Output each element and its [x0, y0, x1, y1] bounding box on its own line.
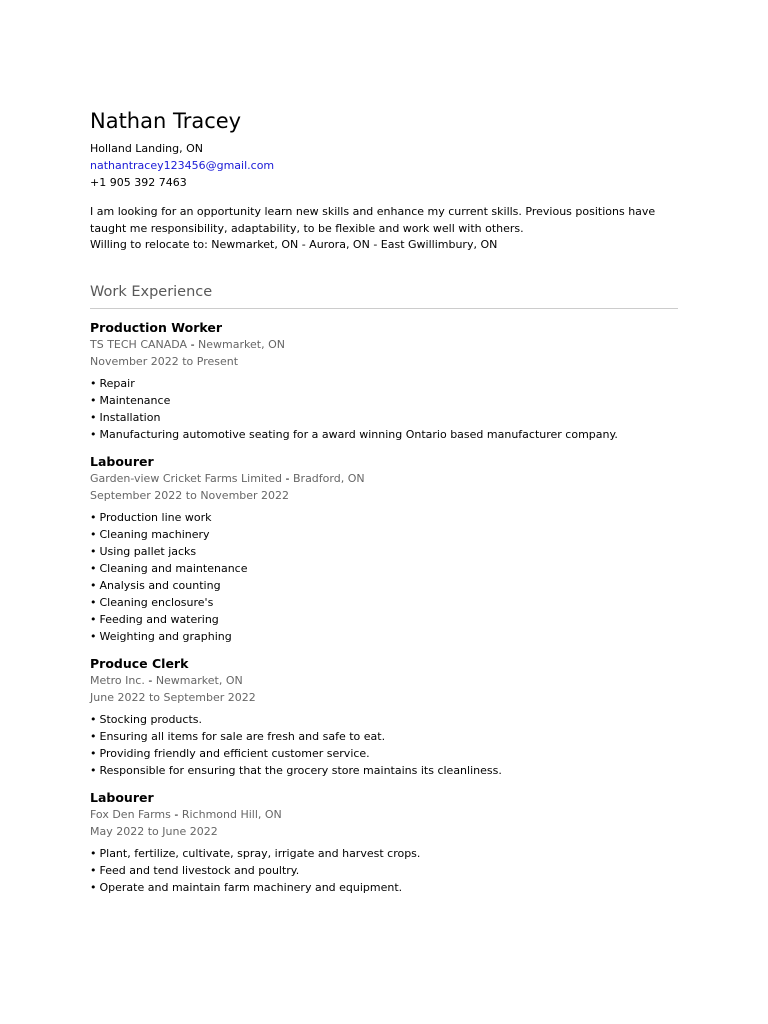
job-company-location — [90, 336, 678, 353]
duty-item — [90, 628, 678, 645]
bullet-icon: • — [90, 629, 97, 643]
summary-text: I am looking for an opportunity learn new skills and enhance my current skills. Previous positions have taught me responsibility, adaptability, to be flexible and work well with others. — [90, 205, 656, 235]
duty-item — [90, 409, 678, 426]
company-location-separator: - — [285, 471, 293, 485]
candidate-location: Holland Landing, ON — [90, 142, 204, 155]
duty-text: Operate and maintain farm machinery and equipment. — [99, 880, 403, 894]
job-dates: November 2022 to Present — [90, 354, 239, 368]
duty-text: Manufacturing automotive seating for a award winning Ontario based manufacturer company. — [99, 427, 618, 441]
job-dates: May 2022 to June 2022 — [90, 824, 218, 838]
job-location: Newmarket, ON — [198, 337, 285, 351]
duty-item — [90, 560, 678, 577]
duty-text: Plant, fertilize, cultivate, spray, irrigate and harvest crops. — [99, 846, 421, 860]
duty-text: Using pallet jacks — [99, 544, 197, 558]
bullet-icon: • — [90, 427, 97, 441]
bullet-icon: • — [90, 510, 97, 524]
bullet-icon: • — [90, 712, 97, 726]
duty-item — [90, 594, 678, 611]
duty-item — [90, 577, 678, 594]
candidate-name: Nathan Tracey — [90, 109, 242, 133]
duty-text: Cleaning enclosure's — [99, 595, 214, 609]
job-duties — [90, 375, 678, 443]
duty-text: Feed and tend livestock and poultry. — [99, 863, 300, 877]
summary-section — [90, 204, 678, 254]
bullet-icon: • — [90, 746, 97, 760]
duty-item — [90, 543, 678, 560]
bullet-icon: • — [90, 544, 97, 558]
duty-item — [90, 375, 678, 392]
duty-item — [90, 862, 678, 879]
duty-text: Ensuring all items for sale are fresh and safe to eat. — [99, 729, 386, 743]
duty-text: Analysis and counting — [99, 578, 221, 592]
duty-text: Feeding and watering — [99, 612, 219, 626]
bullet-icon: • — [90, 410, 97, 424]
job-entry — [90, 453, 678, 645]
duty-text: Installation — [99, 410, 161, 424]
duty-item — [90, 845, 678, 862]
bullet-icon: • — [90, 376, 97, 390]
duty-text: Repair — [99, 376, 135, 390]
company-location-separator: - — [148, 673, 156, 687]
duty-item — [90, 611, 678, 628]
duty-item — [90, 711, 678, 728]
jobs-list — [90, 319, 678, 896]
job-company: Fox Den Farms — [90, 807, 171, 821]
duty-text: Production line work — [99, 510, 212, 524]
duty-text: Cleaning and maintenance — [99, 561, 248, 575]
duty-item — [90, 728, 678, 745]
job-duties — [90, 509, 678, 645]
relocation-text: Willing to relocate to: Newmarket, ON - Aurora, ON - East Gwillimbury, ON — [90, 238, 498, 251]
duty-text: Responsible for ensuring that the grocery store maintains its cleanliness. — [99, 763, 502, 777]
bullet-icon: • — [90, 729, 97, 743]
job-location: Richmond Hill, ON — [181, 807, 282, 821]
candidate-phone: +1 905 392 7463 — [90, 176, 187, 189]
bullet-icon: • — [90, 763, 97, 777]
duty-item — [90, 745, 678, 762]
bullet-icon: • — [90, 561, 97, 575]
job-duties — [90, 711, 678, 779]
job-company-location — [90, 672, 678, 689]
duty-text: Stocking products. — [99, 712, 202, 726]
duty-item — [90, 762, 678, 779]
job-entry — [90, 655, 678, 779]
bullet-icon: • — [90, 846, 97, 860]
job-dates: September 2022 to November 2022 — [90, 488, 290, 502]
bullet-icon: • — [90, 595, 97, 609]
job-duties — [90, 845, 678, 896]
bullet-icon: • — [90, 612, 97, 626]
bullet-icon: • — [90, 527, 97, 541]
candidate-email-link[interactable]: nathantracey123456@gmail.com — [90, 159, 275, 172]
bullet-icon: • — [90, 863, 97, 877]
job-company: Metro Inc. — [90, 673, 145, 687]
job-title: Produce Clerk — [90, 655, 189, 671]
job-company: TS TECH CANADA — [90, 337, 188, 351]
duty-text: Providing friendly and efficient customer service. — [99, 746, 370, 760]
duty-item — [90, 426, 678, 443]
duty-text: Maintenance — [99, 393, 171, 407]
duty-item — [90, 509, 678, 526]
duty-item — [90, 879, 678, 896]
job-location: Bradford, ON — [293, 471, 365, 485]
bullet-icon: • — [90, 393, 97, 407]
job-entry — [90, 319, 678, 443]
job-company-location — [90, 806, 678, 823]
duty-text: Weighting and graphing — [99, 629, 232, 643]
job-title: Production Worker — [90, 319, 222, 335]
job-dates: June 2022 to September 2022 — [90, 690, 256, 704]
company-location-separator: - — [190, 337, 199, 351]
job-company-location — [90, 470, 678, 487]
job-location: Newmarket, ON — [155, 673, 243, 687]
duty-item — [90, 526, 678, 543]
work-experience-heading: Work Experience — [90, 282, 678, 309]
duty-text: Cleaning machinery — [99, 527, 210, 541]
bullet-icon: • — [90, 880, 97, 894]
job-title: Labourer — [90, 789, 154, 805]
company-location-separator: - — [174, 807, 182, 821]
duty-item — [90, 392, 678, 409]
bullet-icon: • — [90, 578, 97, 592]
job-entry — [90, 789, 678, 896]
job-title: Labourer — [90, 453, 154, 469]
job-company: Garden-view Cricket Farms Limited — [90, 471, 283, 485]
